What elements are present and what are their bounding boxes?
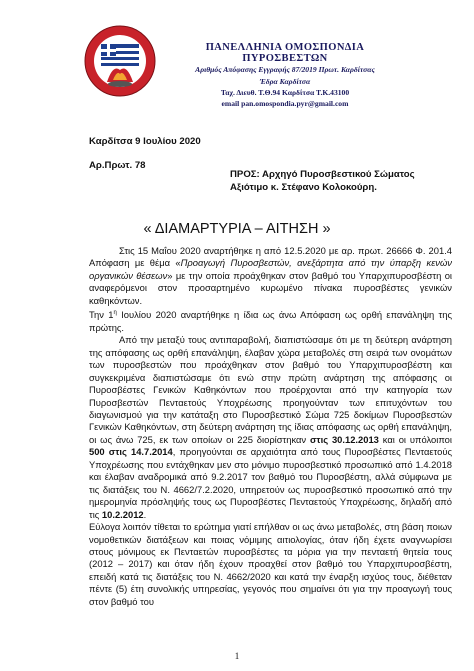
recipient-line1: ΠΡΟΣ: Αρχηγό Πυροσβεστικού Σώματος bbox=[230, 169, 415, 180]
document-title: « ΔΙΑΜΑΡΤΥΡΙΑ – ΑΙΤΗΣΗ » bbox=[143, 221, 331, 237]
text-run: Εύλογα λοιπόν τίθεται το ερώτημα γιατί επήλθαν οι ως άνω μεταβολές, στη βάση ποιων νομοθετικών διατάξεων και ποιας νόμιμης αιτιολογίας, όταν ήδη έχετε αναγνωρίσει στους μόνιμους εκ Πενταετών πυροσβέστες τα μόρια για την πενταετή θητεία τους (2012 – 2017) και όταν ήδη έχουν προαχθεί στον βαθμό του Υπαρχιπυροσβέστη, επειδή κατά τις διατάξεις του Ν. 4662/2020 και κατά την έναρξη ισχύος τους, διέθεταν πέντε (5) έτη συνολικής υπηρεσίας, γεγονός που σημαίνει ότι για την προαγωγή τους στον βαθμό του bbox=[89, 521, 452, 607]
text-run: Την 1 bbox=[89, 309, 114, 321]
text-run: » με την οποία προάχθηκαν στον βαθμό του Υπαρχιπυροσβέστη οι αναφερόμενοι στον προσαρτημένο κυρωμένο πίνακα πυροσβέστες γενικών καθηκόντων. bbox=[89, 269, 452, 306]
text-run: Προαγωγή Πυροσβεστών, ανεξάρτητα από την ύπαρξη κενών οργανικών θέσεων bbox=[89, 257, 452, 281]
org-name-line2: ΠΥΡΟΣΒΕΣΤΩΝ bbox=[242, 53, 328, 65]
text-run: Ιουλίου 2020 αναρτήθηκε η ίδια ως άνω Απόφαση ως ορθή επανάληψη της πρώτης. bbox=[89, 309, 452, 333]
address-line: Ταχ. Διευθ. Τ.Θ.94 Καρδίτσα Τ.Κ.43100 bbox=[220, 87, 350, 97]
recipient-line2: Αξιότιμο κ. Στέφανο Κολοκούρη. bbox=[230, 182, 377, 193]
text-run: 500 στις 14.7.2014 bbox=[89, 446, 173, 458]
body-paragraph bbox=[89, 521, 452, 608]
org-name-line1: ΠΑΝΕΛΛΗΝΙΑ ΟΜΟΣΠΟΝΔΙΑ bbox=[205, 42, 365, 53]
text-run: . bbox=[143, 508, 147, 520]
text-run: Στις 15 Μαΐου 2020 αναρτήθηκε η από 12.5.2020 με αρ. πρωτ. 26666 Φ. 201.4 Απόφαση με θέμα « bbox=[89, 245, 452, 269]
federation-logo bbox=[83, 24, 157, 98]
body-paragraph bbox=[89, 334, 452, 521]
seat-line: Έδρα Καρδίτσα bbox=[259, 76, 311, 86]
text-run: και οι υπόλοιποι bbox=[378, 433, 452, 445]
text-run: Από την μεταξύ τους αντιπαραβολή, διαπιστώσαμε ότι με τη δεύτερη ανάρτηση της απόφασης ως ορθή επανάληψη, έλαβαν χώρα μεταβολές στη σειρά των ονομάτων των πυροσβεστών που προάχθηκαν στον βαθμό του Υπαρχιπυροσβέστη και συγκεκριμένα διαπιστώσαμε ότι ενώ στην πρώτη ανάρτηση της απόφασης οι Πυροσβέστες Γενικών Καθηκόντων που προέρχονται από την κατηγορία των Πυροσβεστών Πενταετούς Υποχρέωσης προηγούνταν των επιτυχόντων του διαγωνισμού για την κατάταξη στο Πυροσβεστικό Σώμα 725 δοκίμων Πυροσβεστών Γενικών Καθηκόντων, στη δεύτερη ανάρτηση της ίδιας απόφασης ως ορθή επανάληψη, οι ως άνω 725, εκ των οποίων οι 225 διορίστηκαν bbox=[89, 334, 452, 445]
text-run: στις 30.12.2013 bbox=[310, 433, 379, 445]
page-number: 1 bbox=[234, 651, 240, 661]
registry-line: Αριθμός Απόφασης Εγγραφής 87/2019 Πρωτ. Καρδίτσας bbox=[195, 65, 375, 75]
date-line: Καρδίτσα 9 Ιουλίου 2020 bbox=[89, 136, 201, 147]
text-run: η bbox=[113, 310, 117, 317]
document-body bbox=[89, 245, 452, 608]
text-run: 10.2.2012 bbox=[101, 508, 144, 520]
protocol-number: Αρ.Πρωτ. 78 bbox=[89, 160, 146, 171]
body-paragraph bbox=[89, 307, 452, 334]
text-run: , προηγούνται σε αρχαιότητα από τους Πυροσβέστες Πενταετούς Υποχρέωσης που εντάχθηκαν μεν στο μόνιμο πυροσβεστικό προσωπικό από 1.4.2018 και έλαβαν αναδρομικά από 9.2.2017 τον βαθμό του Πυροσβέστη, αλλά σύμφωνα με τις διατάξεις του Ν. 4662/7.2.2020, υπηρετούν ως πυροσβεστικό προσωπικό από την ημερομηνία πρόσληψής τους ως Πυροσβέστες Πενταετούς Υποχρέωσης, δηλαδή από τις bbox=[89, 446, 452, 520]
letterhead bbox=[160, 42, 410, 109]
email-line[interactable]: email pan.omospondia.pyr@gmail.com bbox=[221, 99, 349, 109]
body-paragraph bbox=[89, 245, 452, 307]
